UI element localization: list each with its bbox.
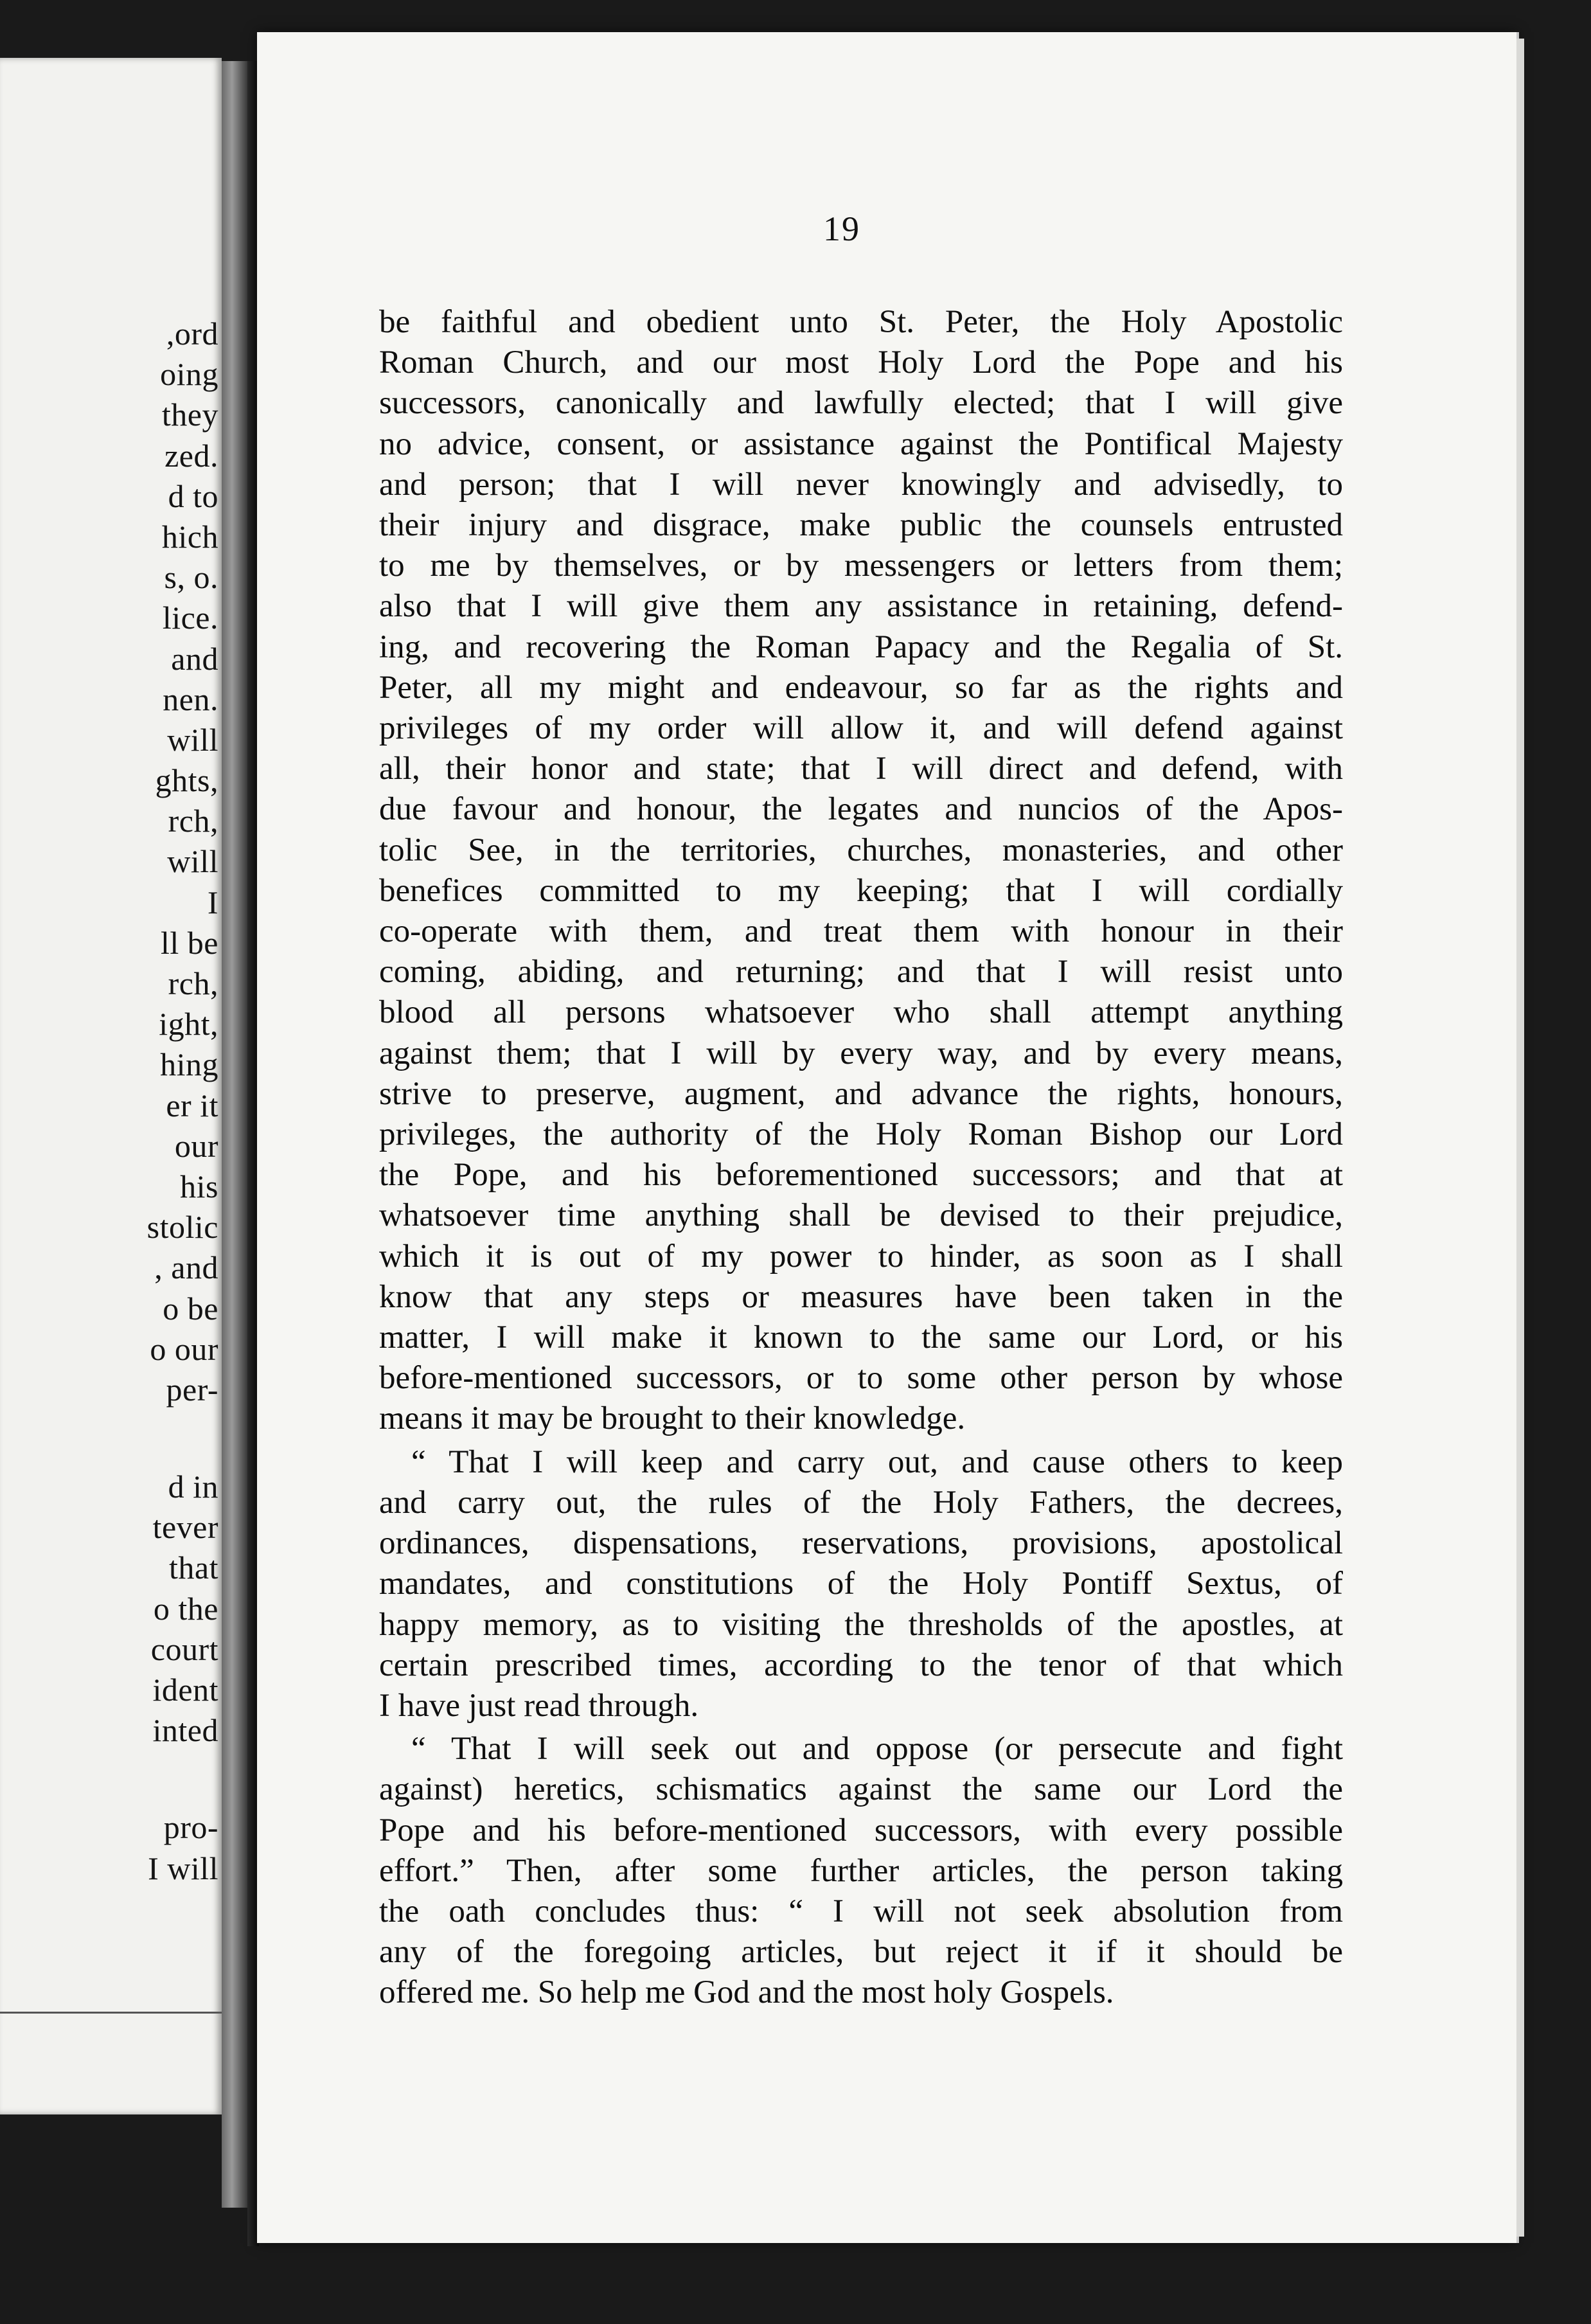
text-line: any of the foregoing articles, but reject it if it should be	[379, 1934, 1343, 1971]
text-line: which it is out of my power to hinder, as soon as I shall	[379, 1238, 1343, 1274]
left-fragment-line: d to	[168, 478, 218, 514]
text-line: ordinances, dispensations, reservations, provisions, apostolical	[379, 1525, 1343, 1562]
left-fragment-line: nen.	[163, 681, 218, 717]
left-fragment-line: court	[150, 1631, 218, 1667]
left-fragment-line: will	[167, 843, 218, 880]
left-fragment-line: hing	[160, 1046, 218, 1083]
text-line: whatsoever time anything shall be devised to their prejudice,	[379, 1197, 1343, 1234]
page-number: 19	[823, 210, 860, 248]
text-line: all, their honor and state; that I will direct and defend, with	[379, 751, 1343, 787]
left-fragment-line: they	[161, 397, 218, 433]
left-fragment-line: tever	[152, 1509, 218, 1546]
text-line: before-mentioned successors, or to some other person by whose	[379, 1360, 1343, 1397]
page-edge	[1516, 39, 1524, 2237]
text-line: successors, canonically and lawfully elected; that I will give	[379, 385, 1343, 422]
text-line: be faithful and obedient unto St. Peter, the Holy Apostolic	[379, 304, 1343, 340]
left-page-rule	[0, 2012, 222, 2014]
left-fragment-line: per-	[166, 1371, 218, 1408]
text-line: privileges, the authority of the Holy Roman Bishop our Lord	[379, 1116, 1343, 1153]
left-fragment-line: hich	[161, 518, 218, 555]
left-fragment-line: zed.	[164, 437, 218, 474]
left-fragment-line: rch,	[168, 965, 218, 1001]
text-line: and person; that I will never knowingly and advisedly, to	[379, 466, 1343, 503]
left-fragment-line: lice.	[162, 600, 218, 636]
text-line: Roman Church, and our most Holy Lord the Pope and his	[379, 344, 1343, 381]
text-line: I have just read through.	[379, 1687, 699, 1724]
text-line: certain prescribed times, according to the tenor of that which	[379, 1647, 1343, 1683]
left-fragment-line: inted	[152, 1712, 218, 1749]
left-fragment-line: , and	[154, 1249, 218, 1286]
text-line: also that I will give them any assistance in retaining, defend-	[379, 588, 1343, 625]
left-fragment-line: pro-	[163, 1809, 218, 1846]
text-line: privileges of my order will allow it, and will defend against	[379, 710, 1343, 747]
left-fragment-line: rch,	[168, 803, 218, 839]
text-line: benefices committed to my keeping; that I will cordially	[379, 872, 1343, 909]
left-fragment-gap	[0, 1410, 218, 1467]
left-fragment-line: ight,	[159, 1006, 218, 1042]
text-line: “ That I will keep and carry out, and cause others to keep	[411, 1444, 1343, 1480]
text-line: matter, I will make it known to the same our Lord, or his	[379, 1319, 1343, 1356]
text-line: means it may be brought to their knowledge.	[379, 1400, 966, 1437]
left-fragment-line: o the	[153, 1590, 218, 1627]
left-fragment-line: I will	[148, 1850, 218, 1886]
left-fragment-line: ,ord	[166, 316, 218, 352]
text-line: their injury and disgrace, make public the counsels entrusted	[379, 507, 1343, 544]
left-page-text-fragments	[0, 314, 218, 1889]
left-fragment-line: s, o.	[164, 559, 218, 596]
body-text	[379, 302, 1343, 2014]
text-line: mandates, and constitutions of the Holy Pontiff Sextus, of	[379, 1566, 1343, 1602]
left-fragment-line: o our	[150, 1330, 218, 1367]
text-line: ing, and recovering the Roman Papacy and the Regalia of St.	[379, 629, 1343, 665]
text-line: co-operate with them, and treat them with honour in their	[379, 913, 1343, 950]
left-fragment-line: his	[180, 1168, 218, 1204]
text-line: offered me. So help me God and the most holy Gospels.	[379, 1974, 1114, 2011]
text-line: against them; that I will by every way, and by every means,	[379, 1035, 1343, 1071]
text-line: happy memory, as to visiting the thresholds of the apostles, at	[379, 1606, 1343, 1643]
left-fragment-line: that	[169, 1550, 218, 1586]
text-line: know that any steps or measures have been taken in the	[379, 1278, 1343, 1315]
text-line: blood all persons whatsoever who shall attempt anything	[379, 994, 1343, 1031]
text-line: no advice, consent, or assistance against the Pontifical Majesty	[379, 425, 1343, 462]
text-line: and carry out, the rules of the Holy Fathers, the decrees,	[379, 1484, 1343, 1521]
text-line: to me by themselves, or by messengers or letters from them;	[379, 548, 1343, 584]
left-fragment-line: stolic	[147, 1209, 218, 1246]
text-line: coming, abiding, and returning; and that I will resist unto	[379, 954, 1343, 990]
left-fragment-line: d in	[168, 1469, 218, 1505]
text-line: Pope and his before-mentioned successors, with every possible	[379, 1812, 1343, 1848]
text-line: Peter, all my might and endeavour, so far as the rights and	[379, 669, 1343, 706]
left-fragment-line: er it	[166, 1087, 218, 1123]
book-gutter	[222, 61, 247, 2208]
left-fragment-line: ghts,	[155, 762, 218, 799]
left-fragment-line: and	[171, 640, 218, 677]
left-fragment-gap	[0, 1751, 218, 1807]
text-line: tolic See, in the territories, churches, monasteries, and other	[379, 832, 1343, 868]
text-line: effort.” Then, after some further articles, the person taking	[379, 1852, 1343, 1889]
text-line: the oath concludes thus: “ I will not seek absolution from	[379, 1893, 1343, 1929]
text-line: the Pope, and his beforementioned successors; and that at	[379, 1157, 1343, 1193]
left-fragment-line: ll be	[161, 924, 218, 961]
text-line: due favour and honour, the legates and nuncios of the Apos-	[379, 791, 1343, 828]
text-line: “ That I will seek out and oppose (or persecute and fight	[411, 1731, 1343, 1767]
text-line: against) heretics, schismatics against the same our Lord the	[379, 1771, 1343, 1808]
left-fragment-line: oing	[160, 356, 218, 393]
left-fragment-line: o be	[163, 1290, 218, 1327]
left-fragment-line: I	[207, 884, 218, 920]
left-fragment-line: our	[174, 1127, 218, 1164]
left-fragment-line: will	[167, 721, 218, 758]
text-line: strive to preserve, augment, and advance the rights, honours,	[379, 1075, 1343, 1112]
left-page	[0, 58, 222, 2114]
left-fragment-line: ident	[152, 1672, 218, 1708]
